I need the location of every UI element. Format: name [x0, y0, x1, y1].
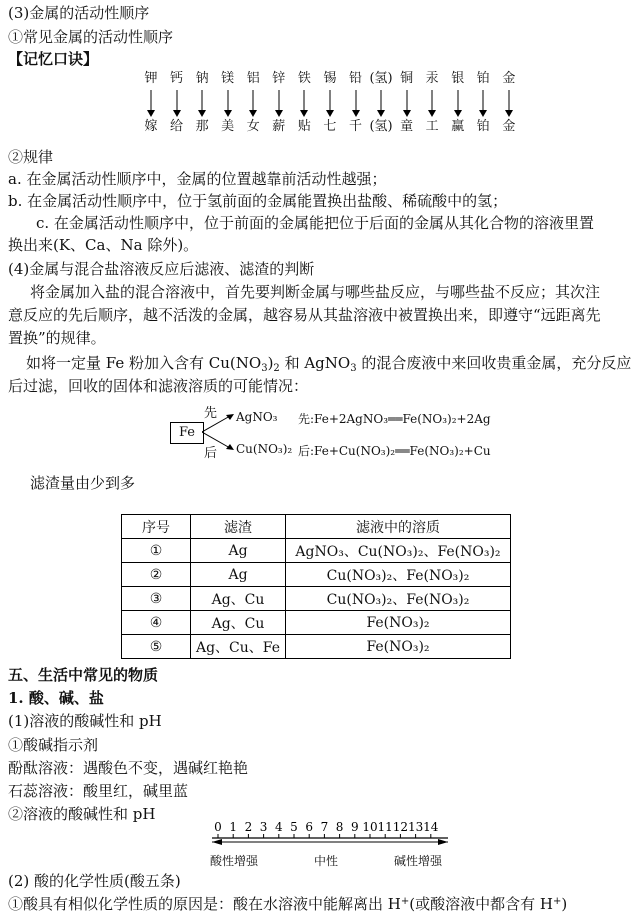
rule-c-line1: c. 在金属活动性顺序中，位于前面的金属能把位于后面的金属从其化合物的溶液里置	[36, 214, 594, 232]
acid-reason-line: ①酸具有相似化学性质的原因是：酸在水溶液中能解离出 H+(或酸溶液中都含有 H+)	[8, 895, 568, 913]
mnemonic-char: 千	[348, 119, 362, 134]
ph-tick-label: 5	[290, 820, 298, 834]
cell-residue: Ag、Cu	[191, 587, 286, 611]
mnemonic-column	[217, 70, 239, 140]
residue-note: 滤渣量由少到多	[30, 474, 136, 492]
mnemonic-char: 给	[170, 119, 184, 134]
ph-tick-label: 13	[407, 820, 424, 834]
heading-mixed-salt: (4)金属与混合盐溶液反应后滤液、滤渣的判断	[8, 260, 315, 278]
litmus-line: 石蕊溶液：酸里红，碱里蓝	[8, 782, 189, 800]
down-arrow-icon	[273, 88, 285, 118]
mnemonic-char: 嫁	[144, 119, 158, 134]
cell-solute: Fe(NO₃)₂	[286, 611, 511, 635]
acidity-ph-heading: ②溶液的酸碱性和 pH	[8, 805, 156, 823]
rule-b: b. 在金属活动性顺序中，位于氢前面的金属能置换出盐酸、稀硫酸中的氢；	[8, 192, 508, 210]
metal-name: 钙	[170, 71, 184, 86]
mnemonic-column	[370, 70, 392, 140]
down-arrow-icon	[324, 88, 336, 118]
phenolphthalein-line: 酚酞溶液：遇酸色不变，遇碱红艳艳	[8, 759, 249, 777]
ph-tick-label: 4	[274, 820, 283, 834]
fe-box: Fe	[170, 422, 204, 444]
ph-scale	[210, 818, 450, 872]
cell-index: ①	[122, 539, 191, 563]
mnemonic-column	[345, 70, 367, 140]
mnemonic-char: 铂	[476, 119, 490, 134]
cell-residue: Ag	[191, 563, 286, 587]
table-row	[122, 611, 511, 635]
cell-solute: AgNO₃、Cu(NO₃)₂、Fe(NO₃)₂	[286, 539, 511, 563]
paragraph-line1: 将金属加入盐的混合溶液中，首先要判断金属与哪些盐反应，与哪些盐不反应；其次注	[30, 283, 601, 301]
cell-index: ⑤	[122, 635, 191, 659]
section-five-heading: 五、生活中常见的物质	[8, 666, 159, 684]
heading-activity-series: (3)金属的活动性顺序	[8, 4, 150, 22]
acid-properties-heading: (2) 酸的化学性质(酸五条)	[8, 872, 181, 890]
cell-solute: Fe(NO₃)₂	[286, 635, 511, 659]
down-arrow-icon	[247, 88, 259, 118]
residue-table	[121, 514, 511, 659]
ph-tick-label: 10	[362, 820, 378, 834]
mnemonic-char: 七	[323, 119, 337, 134]
header-index: 序号	[122, 515, 191, 539]
salt-agno3: AgNO₃	[236, 410, 278, 424]
subheading-common-series: ①常见金属的活动性顺序	[8, 28, 174, 46]
mnemonic-column	[421, 70, 443, 140]
ph-tick-label: 12	[392, 820, 409, 834]
cell-solute: Cu(NO₃)₂、Fe(NO₃)₂	[286, 563, 511, 587]
cell-index: ②	[122, 563, 191, 587]
down-arrow-icon	[503, 88, 515, 118]
metal-name: 钠	[195, 71, 209, 86]
ph-tick-label: 9	[350, 820, 359, 834]
equation-1: 先:Fe+2AgNO₃══Fe(NO₃)₂+2Ag	[298, 412, 491, 426]
ph-tick-label: 1	[229, 820, 238, 834]
metal-name: 钾	[144, 71, 158, 86]
down-arrow-icon	[222, 88, 234, 118]
ph-tick-label: 11	[377, 820, 393, 834]
salt-cuno32: Cu(NO₃)₂	[236, 442, 293, 456]
metal-name: 铂	[476, 71, 490, 86]
cell-index: ③	[122, 587, 191, 611]
metal-name: 金	[502, 71, 516, 86]
mnemonic-char: 赢	[451, 119, 465, 134]
down-arrow-icon	[196, 88, 208, 118]
metal-name: 铁	[297, 71, 311, 86]
metal-name: 锌	[272, 71, 286, 86]
example-line1: 如将一定量 Fe 粉加入含有 $Cu(NO_3)_2$ 和 AgNO$_3$ 的混合废液中来回收贵重金属，充分反应	[26, 354, 632, 374]
ph-tick-label: 0	[214, 820, 222, 834]
mnemonic-char: 童	[400, 119, 414, 134]
metal-name: 镁	[221, 71, 235, 86]
ph-acid-label: 酸性增强	[210, 854, 259, 868]
table-row	[122, 635, 511, 659]
paragraph-line2: 意反应的先后顺序，越不活泼的金属，越容易从其盐溶液中被置换出来，即遵守“远距离先	[8, 306, 601, 324]
down-arrow-icon	[350, 88, 362, 118]
down-arrow-icon	[298, 88, 310, 118]
mnemonic-column	[140, 70, 162, 140]
mnemonic-label: 【记忆口诀】	[8, 50, 99, 68]
header-residue: 滤渣	[191, 515, 286, 539]
metal-name: 铝	[246, 71, 260, 86]
header-solute: 滤液中的溶质	[286, 515, 511, 539]
mnemonic-column	[166, 70, 188, 140]
mnemonic-char: 女	[246, 119, 260, 134]
mnemonic-char: (氢)	[369, 119, 393, 134]
mnemonic-column	[447, 70, 469, 140]
down-arrow-icon	[401, 88, 413, 118]
mnemonic-column	[498, 70, 520, 140]
later-label: 后	[204, 446, 218, 461]
mnemonic-column	[293, 70, 315, 140]
mnemonic-char: 贴	[297, 119, 311, 134]
indicator-heading: ①酸碱指示剂	[8, 736, 99, 754]
down-arrow-icon	[171, 88, 183, 118]
mnemonic-char: 工	[425, 119, 439, 134]
metal-name: 铅	[348, 71, 362, 86]
mnemonic-char: 那	[195, 119, 209, 134]
down-arrow-icon	[426, 88, 438, 118]
metal-name: 汞	[425, 71, 439, 86]
ph-heading: (1)溶液的酸碱性和 pH	[8, 712, 162, 730]
down-arrow-icon	[477, 88, 489, 118]
mnemonic-column	[396, 70, 418, 140]
metal-mnemonic-diagram	[140, 70, 520, 140]
fe-reaction-diagram	[170, 402, 610, 462]
acid-base-salt-heading: 1. 酸、碱、盐	[8, 689, 104, 707]
mnemonic-char: 美	[221, 119, 235, 134]
mnemonic-char: 薪	[272, 119, 286, 134]
down-arrow-icon	[145, 88, 157, 118]
metal-name: (氢)	[369, 71, 393, 86]
example-line2: 后过滤，回收的固体和滤液溶质的可能情况：	[8, 377, 309, 395]
table-row	[122, 587, 511, 611]
cell-solute: Cu(NO₃)₂、Fe(NO₃)₂	[286, 587, 511, 611]
table-row	[122, 539, 511, 563]
cell-index: ④	[122, 611, 191, 635]
ph-tick-label: 6	[305, 820, 314, 834]
mnemonic-column	[268, 70, 290, 140]
metal-name: 锡	[323, 71, 337, 86]
down-arrow-icon	[452, 88, 464, 118]
ph-tick-label: 2	[244, 820, 253, 834]
equation-2: 后:Fe+Cu(NO₃)₂══Fe(NO₃)₂+Cu	[298, 444, 491, 458]
mnemonic-column	[472, 70, 494, 140]
metal-name: 银	[451, 71, 465, 86]
table-row	[122, 563, 511, 587]
table-header-row	[122, 515, 511, 539]
ph-tick-label: 7	[320, 820, 329, 834]
ph-tick-label: 8	[335, 820, 344, 834]
rule-a: a. 在金属活动性顺序中，金属的位置越靠前活动性越强；	[8, 170, 387, 188]
mnemonic-column	[319, 70, 341, 140]
cell-residue: Ag、Cu	[191, 611, 286, 635]
rules-heading: ②规律	[8, 148, 54, 166]
ph-neutral-label: 中性	[314, 854, 339, 868]
down-arrow-icon	[375, 88, 387, 118]
ph-tick-label: 3	[259, 820, 268, 834]
mnemonic-char: 金	[502, 119, 516, 134]
mnemonic-column	[191, 70, 213, 140]
first-label: 先	[204, 406, 218, 421]
paragraph-line3: 置换”的规律。	[8, 329, 106, 347]
ph-base-label: 碱性增强	[394, 854, 443, 868]
ph-tick-label: 14	[423, 820, 439, 834]
metal-name: 铜	[400, 71, 414, 86]
cell-residue: Ag	[191, 539, 286, 563]
cell-residue: Ag、Cu、Fe	[191, 635, 286, 659]
rule-c-line2: 换出来(K、Ca、Na 除外)。	[8, 236, 199, 254]
mnemonic-column	[242, 70, 264, 140]
